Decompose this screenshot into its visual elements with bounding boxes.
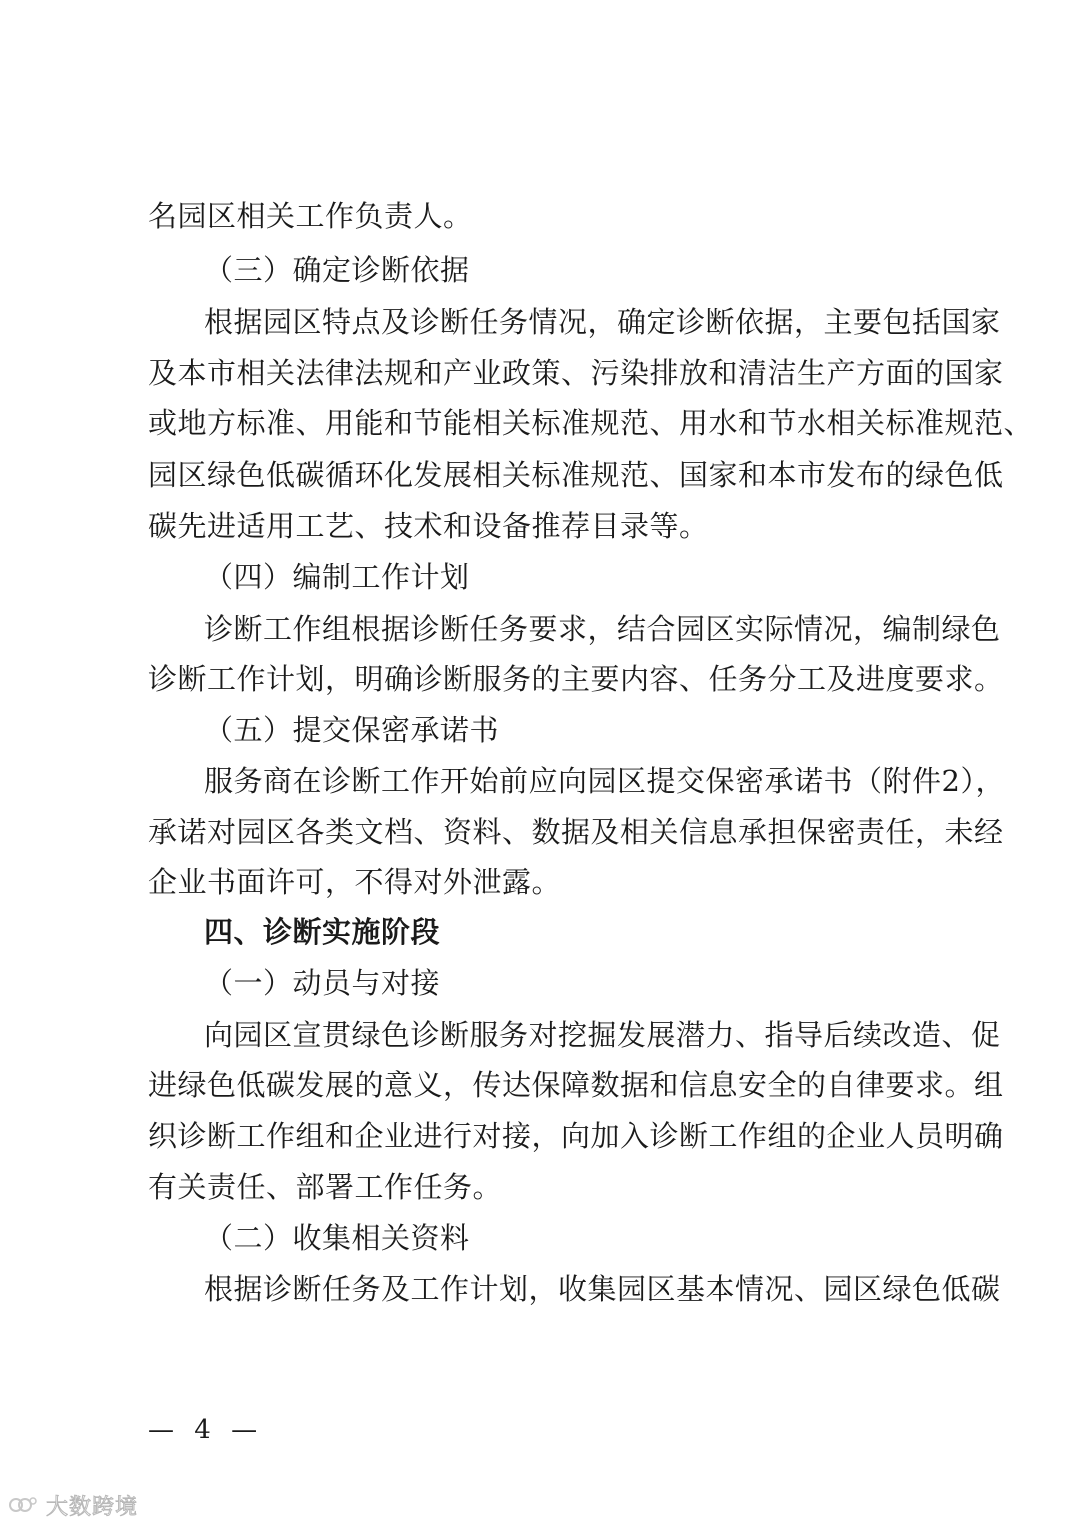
paragraph-line: 名园区相关工作负责人。 — [148, 199, 473, 233]
subsection-heading: （四）编制工作计划 — [204, 560, 470, 594]
paragraph-line: 企业书面许可，不得对外泄露。 — [148, 865, 562, 899]
subsection-heading: （三）确定诊断依据 — [204, 253, 470, 287]
paragraph-line: 织诊断工作组和企业进行对接，向加入诊断工作组的企业人员明确 — [148, 1119, 1004, 1153]
section-heading: 四、诊断实施阶段 — [204, 915, 441, 949]
paragraph-line: 诊断工作计划，明确诊断服务的主要内容、任务分工及进度要求。 — [148, 662, 1004, 696]
subsection-heading: （二）收集相关资料 — [204, 1221, 470, 1255]
page-number: — 4 — — [148, 1415, 264, 1445]
paragraph-line: 有关责任、部署工作任务。 — [148, 1170, 503, 1204]
subsection-heading: （五）提交保密承诺书 — [204, 713, 500, 747]
watermark-text: 大数跨境 — [46, 1494, 139, 1520]
subsection-heading: （一）动员与对接 — [204, 966, 441, 1000]
paragraph-line: 向园区宣贯绿色诊断服务对挖掘发展潜力、指导后续改造、促 — [204, 1018, 1001, 1052]
paragraph-line: 及本市相关法律法规和产业政策、污染排放和清洁生产方面的国家 — [148, 356, 1004, 390]
watermark-logo-icon — [8, 1493, 38, 1517]
paragraph-line: 根据诊断任务及工作计划，收集园区基本情况、园区绿色低碳 — [204, 1272, 1001, 1306]
paragraph-line: 服务商在诊断工作开始前应向园区提交保密承诺书（附件2）， — [204, 764, 1005, 798]
paragraph-line: 根据园区特点及诊断任务情况，确定诊断依据，主要包括国家 — [204, 305, 1001, 339]
paragraph-line: 诊断工作组根据诊断任务要求，结合园区实际情况，编制绿色 — [204, 612, 1001, 646]
paragraph-line: 或地方标准、用能和节能相关标准规范、用水和节水相关标准规范、 — [148, 406, 1034, 440]
paragraph-line: 碳先进适用工艺、技术和设备推荐目录等。 — [148, 509, 709, 543]
paragraph-line: 进绿色低碳发展的意义，传达保障数据和信息安全的自律要求。组 — [148, 1068, 1004, 1102]
watermark — [8, 1490, 138, 1520]
paragraph-line: 承诺对园区各类文档、资料、数据及相关信息承担保密责任，未经 — [148, 815, 1004, 849]
paragraph-line: 园区绿色低碳循环化发展相关标准规范、国家和本市发布的绿色低 — [148, 458, 1004, 492]
